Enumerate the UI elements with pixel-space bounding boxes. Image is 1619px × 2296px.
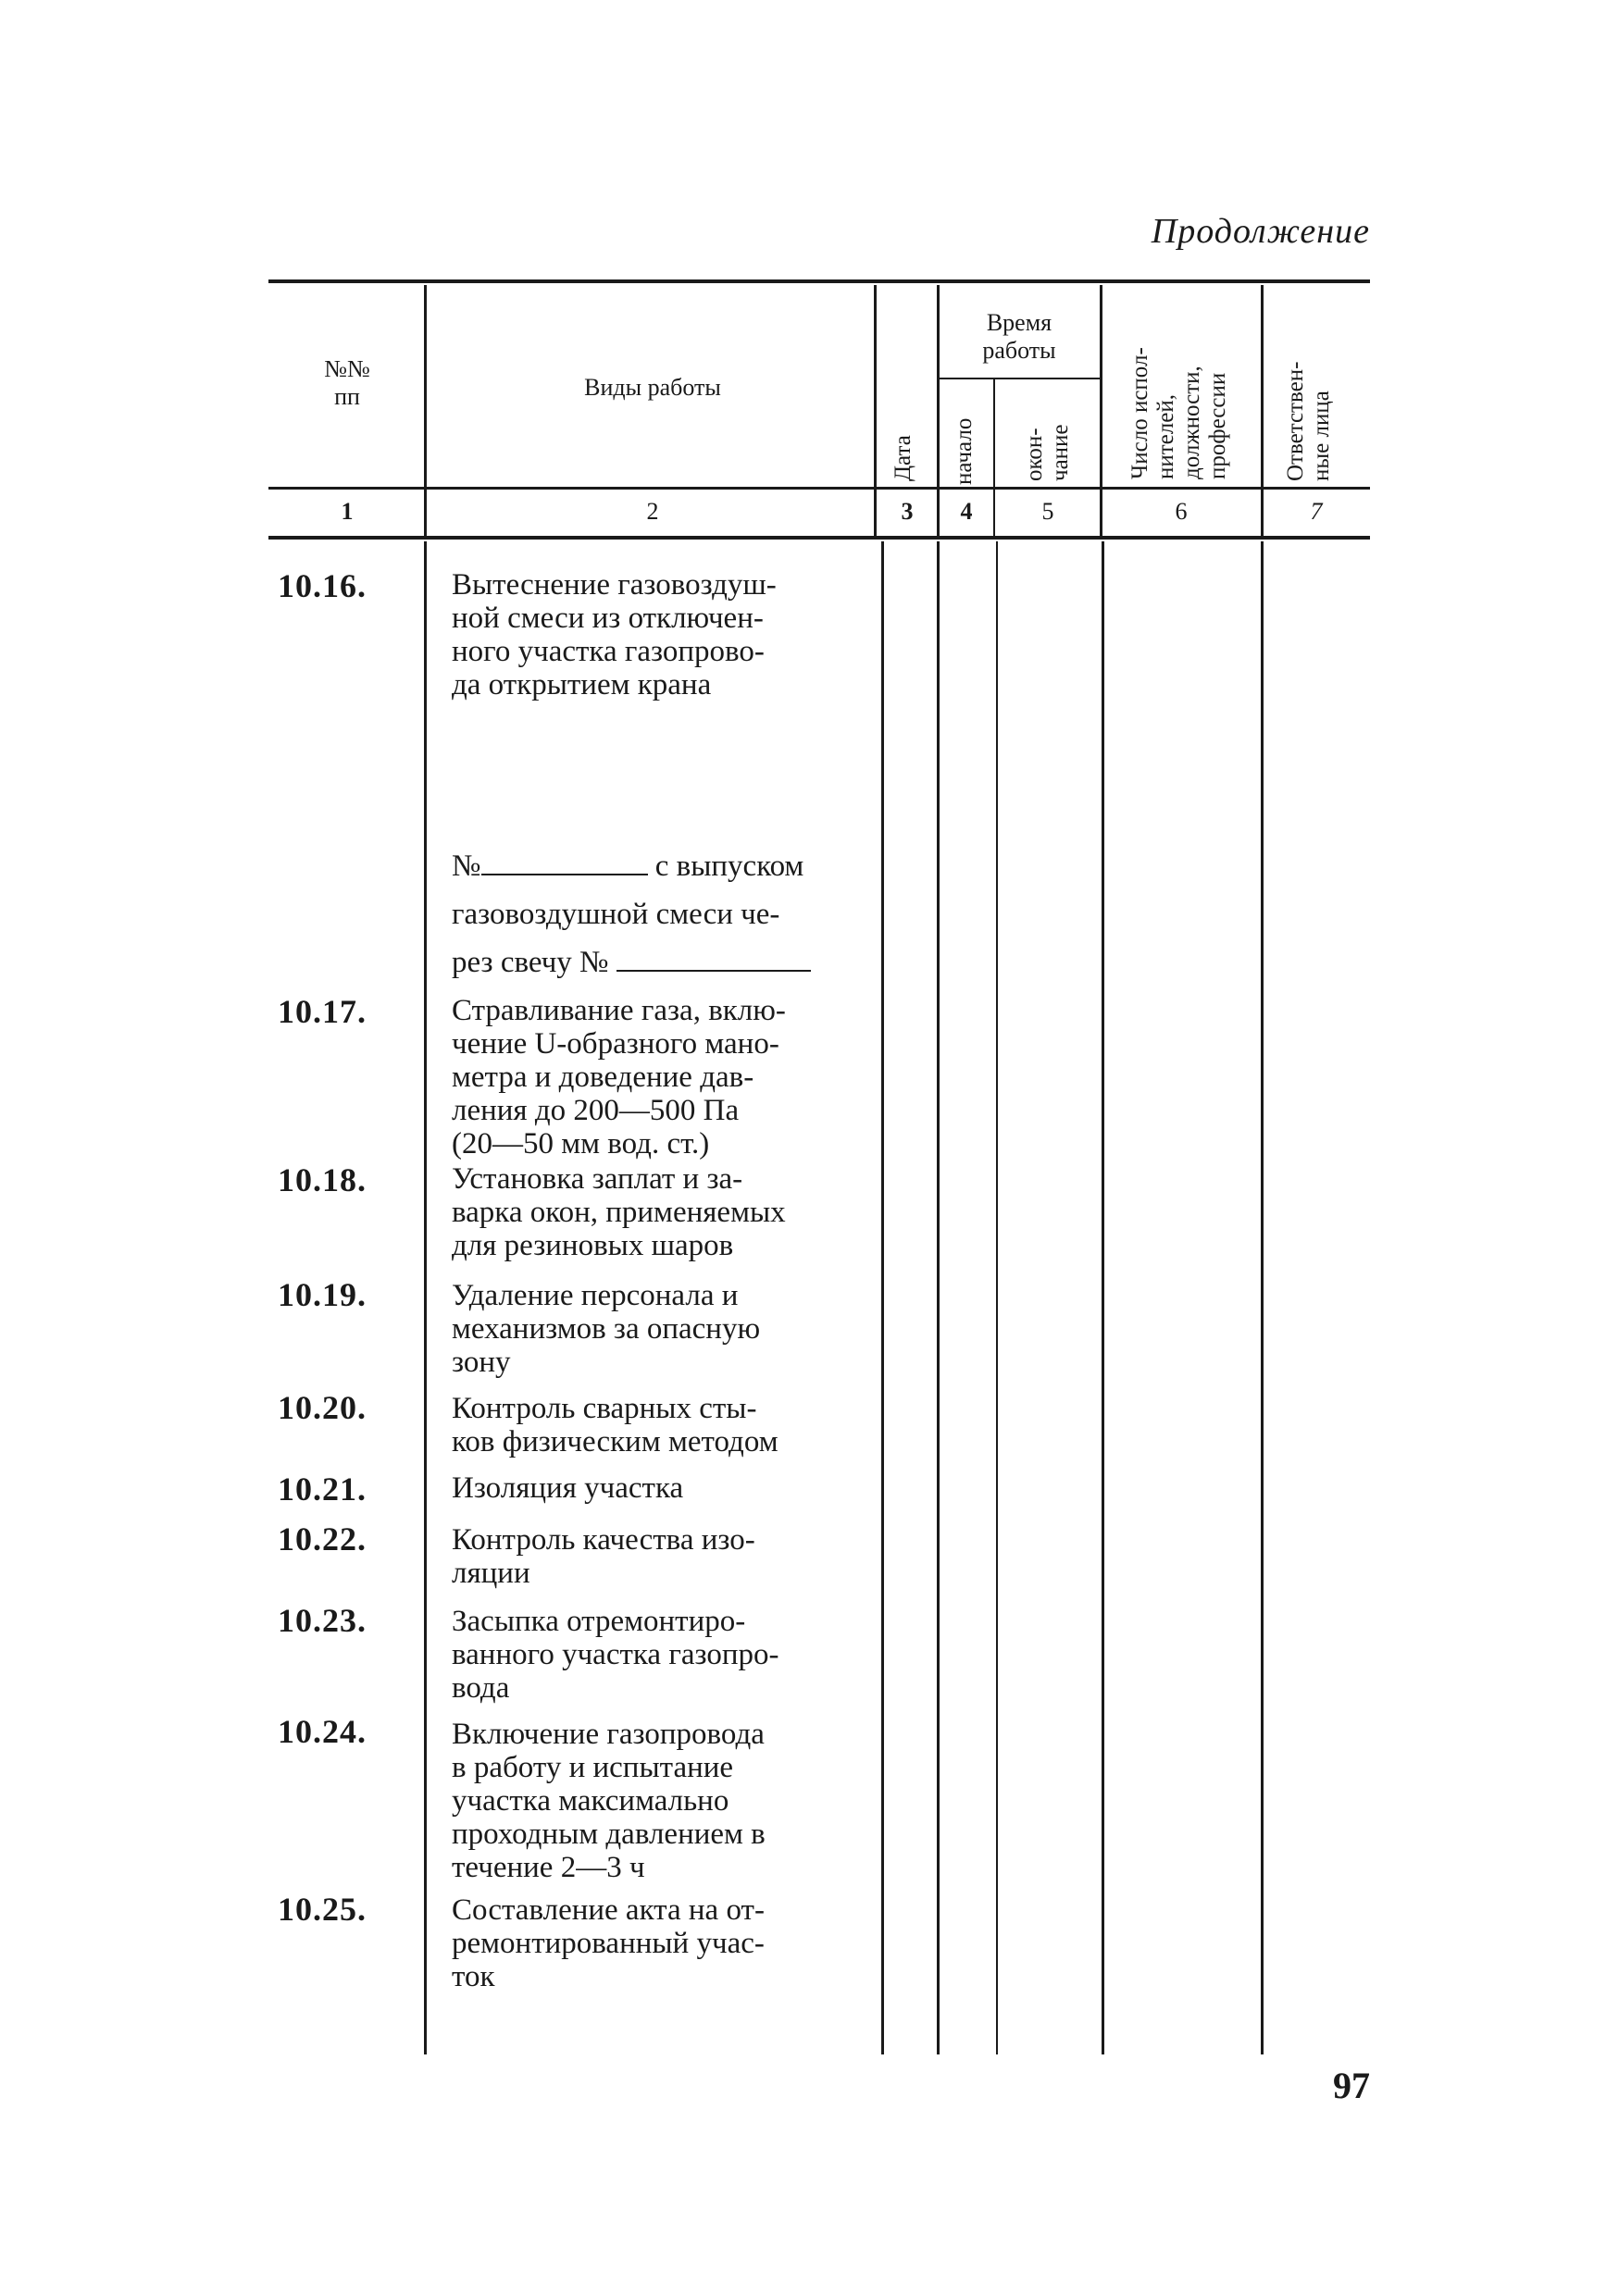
body-vline-6 xyxy=(1261,541,1264,2054)
row-10-16-extra xyxy=(452,842,850,987)
body-vline-5 xyxy=(1102,541,1104,2054)
body-vline-3 xyxy=(937,541,940,2054)
header-col2: Виды работы xyxy=(584,374,721,401)
row-work-text: Составление акта на от- ремонтированный учас- ток xyxy=(452,1893,765,1993)
row-work-text: Засыпка отремонтиро- ванного участка газопро- вода xyxy=(452,1605,779,1705)
colnum-3: 3 xyxy=(901,498,914,525)
header-col1: №№ пп xyxy=(324,355,370,410)
row-number: 10.18. xyxy=(278,1161,367,1198)
continuation-label: Продолжение xyxy=(1151,212,1370,251)
colnum-6: 6 xyxy=(1175,498,1188,525)
row-work-text: Контроль сварных сты- ков физическим методом xyxy=(452,1392,778,1458)
header-time-group: Время работы xyxy=(982,309,1056,364)
candle-number-blank xyxy=(616,946,811,972)
header-col6: Число испол- нителей, должности, профессии xyxy=(1127,347,1230,479)
time-group-divider xyxy=(939,378,1102,379)
row-work-text: Удаление персонала и механизмов за опасную зону xyxy=(452,1279,761,1379)
row-work-text: Изоляция участка xyxy=(452,1471,684,1505)
crane-number-blank xyxy=(481,850,648,875)
row-work-text: Установка заплат и за- варка окон, применяемых для резиновых шаров xyxy=(452,1162,786,1262)
row-number: 10.23. xyxy=(278,1602,367,1639)
candle-text: рез свечу № xyxy=(452,946,609,979)
colnum-4: 4 xyxy=(960,498,973,525)
table-top-border xyxy=(268,279,1370,283)
row-number: 10.22. xyxy=(278,1520,367,1558)
row-number: 10.19. xyxy=(278,1276,367,1313)
body-vline-2 xyxy=(881,541,884,2054)
row-work-text: Стравливание газа, вклю- чение U-образного мано- метра и доведение дав- ления до 200—500 Па (20—50 мм вод. ст.) xyxy=(452,994,786,1160)
row-number: 10.25. xyxy=(278,1891,367,1928)
release-text: с выпуском xyxy=(647,850,804,883)
row-work-text: Включение газопровода в работу и испытание участка максимально проходным давлением в течение 2—3 ч xyxy=(452,1718,766,1884)
body-vline-4 xyxy=(996,541,998,2054)
page-number: 97 xyxy=(1333,2065,1370,2106)
header-col4: начало xyxy=(952,417,977,485)
colnum-bottom-border xyxy=(268,536,1370,540)
number-sign: № xyxy=(452,850,481,883)
header-col3: Дата xyxy=(890,435,915,481)
mixture-text: газовоздушной смеси че- xyxy=(452,898,780,931)
vline-2 xyxy=(874,285,877,537)
row-number: 10.16. xyxy=(278,567,367,604)
row-work-text: Контроль качества изо- ляции xyxy=(452,1523,755,1590)
row-work-text: Вытеснение газовоздуш- ной смеси из отключен- ного участка газопрово- да открытием крана xyxy=(452,568,777,701)
body-vline-1 xyxy=(424,541,427,2054)
row-number: 10.21. xyxy=(278,1471,367,1508)
colnum-5: 5 xyxy=(1041,498,1054,525)
header-col7: Ответствен- ные лица xyxy=(1283,361,1334,481)
vline-1 xyxy=(424,285,427,537)
row-number: 10.20. xyxy=(278,1389,367,1426)
header-col5: окон- чание xyxy=(1022,424,1073,481)
colnum-2: 2 xyxy=(646,498,659,525)
header-bottom-border xyxy=(268,487,1370,490)
row-number: 10.24. xyxy=(278,1713,367,1750)
colnum-7: 7 xyxy=(1310,498,1323,525)
colnum-1: 1 xyxy=(341,498,354,525)
row-number: 10.17. xyxy=(278,993,367,1030)
